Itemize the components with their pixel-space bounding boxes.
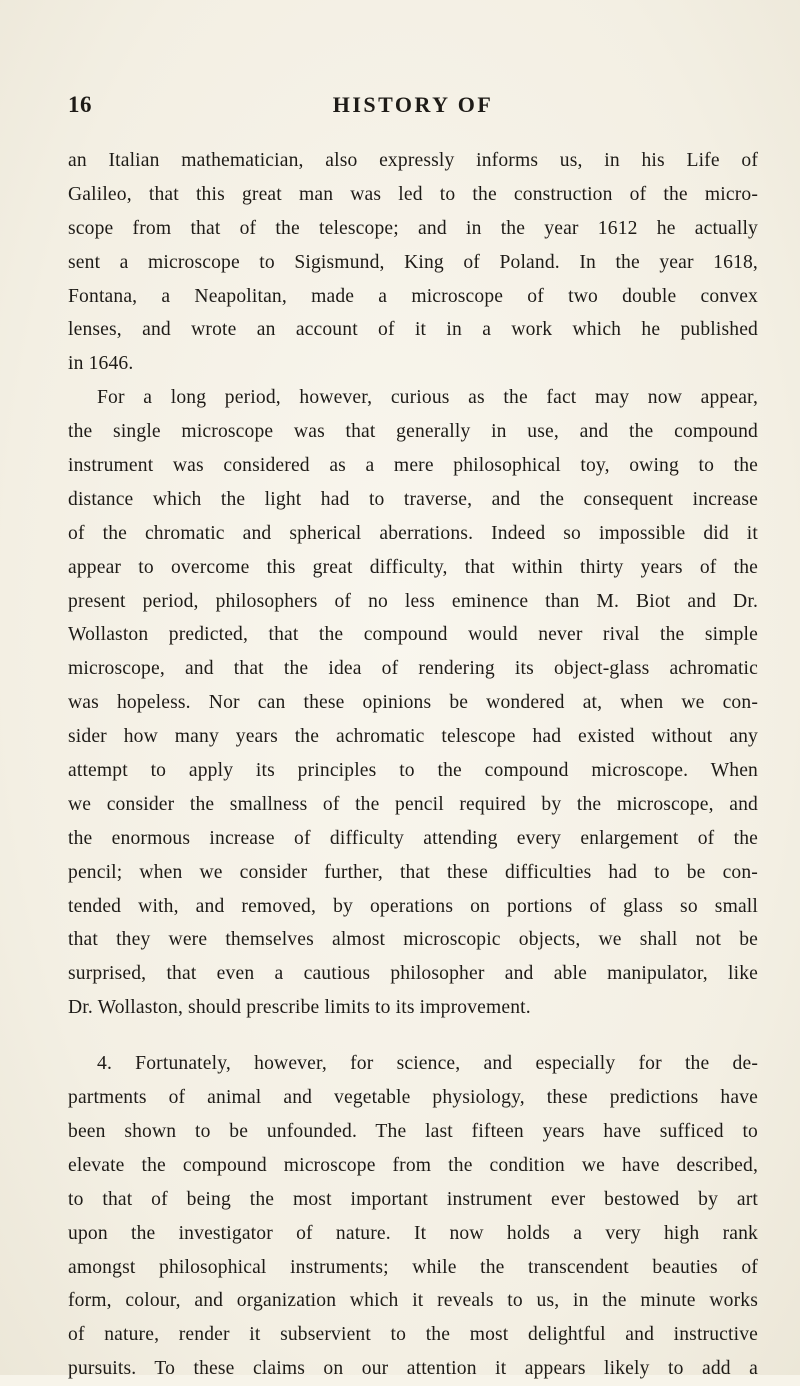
- text-line: Wollaston predicted, that the compound would never rival the simple: [68, 624, 758, 646]
- text-line: attempt to apply its principles to the compound microscope. When: [68, 760, 758, 782]
- text-line: pursuits. To these claims on our attention it appears likely to add a: [68, 1358, 758, 1380]
- text-line: surprised, that even a cautious philosopher and able manipulator, like: [68, 963, 758, 985]
- text-line: form, colour, and organization which it reveals to us, in the minute works: [68, 1290, 758, 1312]
- body-text: [68, 144, 758, 1386]
- text-line: lenses, and wrote an account of it in a work which he published: [68, 319, 758, 341]
- text-line: Galileo, that this great man was led to the construction of the micro-: [68, 183, 758, 205]
- text-line: in 1646.: [68, 353, 134, 375]
- text-line: amongst philosophical instruments; while the transcendent beauties of: [68, 1256, 758, 1278]
- text-line: sent a microscope to Sigismund, King of Poland. In the year 1618,: [68, 251, 758, 273]
- text-line: was hopeless. Nor can these opinions be wondered at, when we con-: [68, 692, 758, 714]
- text-line: tended with, and removed, by operations on portions of glass so small: [68, 895, 758, 917]
- text-line: partments of animal and vegetable physiology, these predictions have: [68, 1087, 758, 1109]
- text-line: of nature, render it subservient to the most delightful and instructive: [68, 1324, 758, 1346]
- text-line: scope from that of the telescope; and in the year 1612 he actually: [68, 217, 758, 239]
- paragraph: [68, 381, 758, 1025]
- text-line: upon the investigator of nature. It now holds a very high rank: [68, 1222, 758, 1244]
- text-line: sider how many years the achromatic telescope had existed without any: [68, 726, 758, 748]
- paragraph: [68, 144, 758, 381]
- text-line: 4. Fortunately, however, for science, and especially for the de-: [97, 1053, 758, 1075]
- text-line: microscope, and that the idea of rendering its object-glass achromatic: [68, 658, 758, 680]
- running-title: HISTORY OF: [332, 92, 494, 117]
- text-line: that they were themselves almost microscopic objects, we shall not be: [68, 929, 758, 951]
- text-line: elevate the compound microscope from the condition we have described,: [68, 1154, 758, 1176]
- page-number: 16: [68, 92, 92, 117]
- text-line: to that of being the most important instrument ever bestowed by art: [68, 1188, 758, 1210]
- text-line: the single microscope was that generally in use, and the compound: [68, 421, 758, 443]
- text-line: appear to overcome this great difficulty, that within thirty years of the: [68, 556, 758, 578]
- paragraph: [68, 1047, 758, 1386]
- text-line: been shown to be unfounded. The last fifteen years have sufficed to: [68, 1120, 758, 1142]
- text-line: present period, philosophers of no less eminence than M. Biot and Dr.: [68, 590, 758, 612]
- text-line: of the chromatic and spherical aberrations. Indeed so impossible did it: [68, 522, 758, 544]
- running-head: [68, 92, 758, 122]
- text-line: distance which the light had to traverse, and the consequent increase: [68, 488, 758, 510]
- text-line: we consider the smallness of the pencil required by the microscope, and: [68, 793, 758, 815]
- text-line: pencil; when we consider further, that these difficulties had to be con-: [68, 861, 758, 883]
- text-line: For a long period, however, curious as the fact may now appear,: [97, 387, 758, 409]
- text-line: an Italian mathematician, also expressly informs us, in his Life of: [68, 150, 758, 171]
- text-line: Dr. Wollaston, should prescribe limits to its improvement.: [68, 997, 531, 1019]
- text-line: the enormous increase of difficulty attending every enlargement of the: [68, 827, 758, 849]
- text-line: instrument was considered as a mere philosophical toy, owing to the: [68, 455, 758, 477]
- paragraph-gap: [68, 1025, 758, 1047]
- text-line: Fontana, a Neapolitan, made a microscope of two double convex: [68, 285, 758, 307]
